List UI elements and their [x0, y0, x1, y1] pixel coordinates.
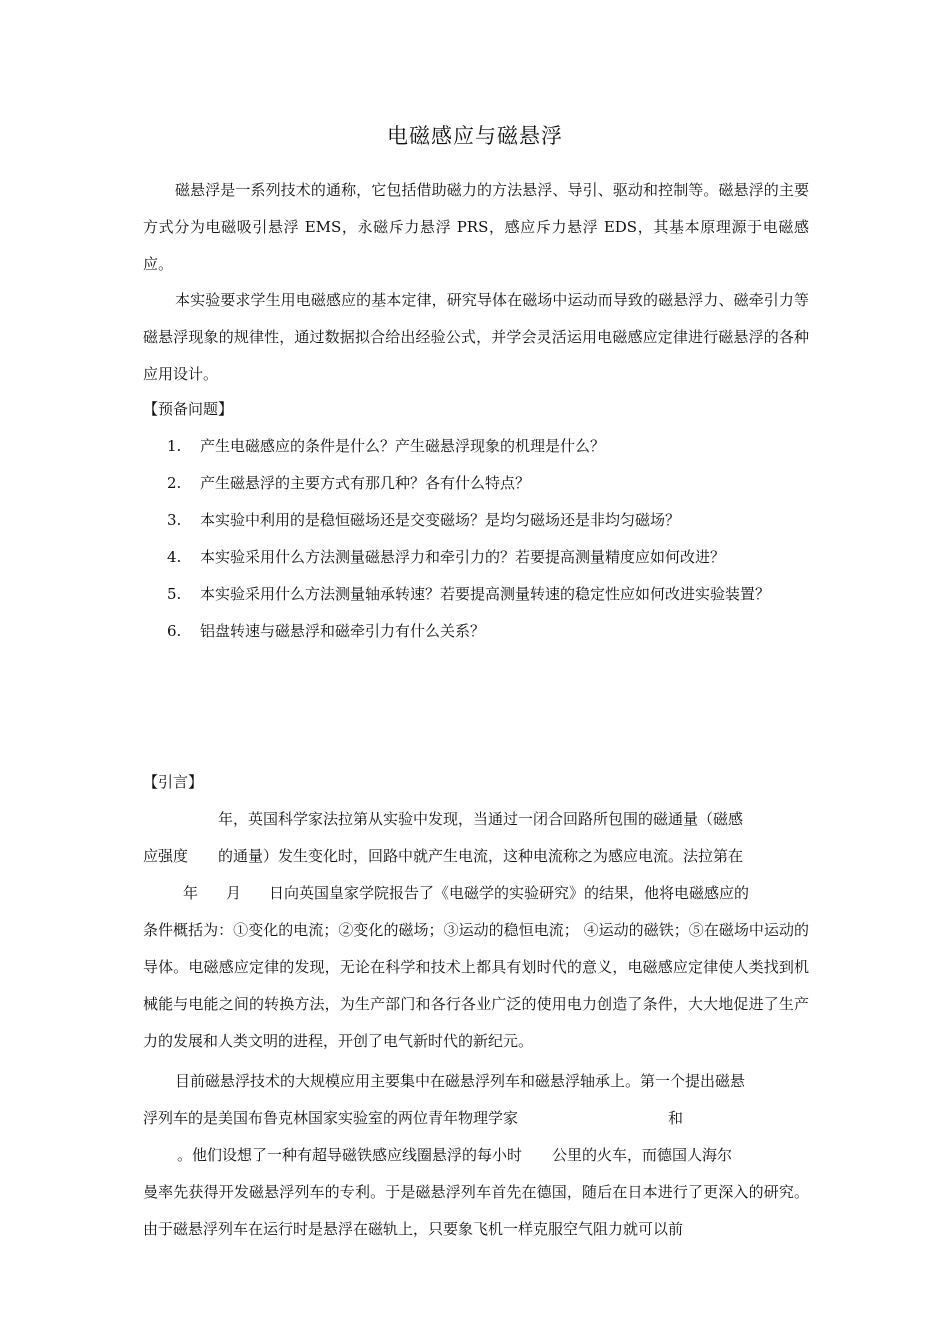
list-item: [167, 465, 810, 502]
text-segment: 月: [226, 884, 242, 902]
list-item: [167, 613, 810, 650]
text-segment: 应强度: [143, 847, 189, 865]
foreword-paragraph-2: [143, 1063, 809, 1248]
question-number: 1.: [167, 437, 182, 455]
foreword-paragraph-1: [143, 801, 809, 1060]
text-segment: 的通量）发生变化时，回路中就产生电流，这种电流称之为感应电流。法拉第在: [218, 847, 744, 865]
text-segment: 浮列车的是美国布鲁克林国家实验室的两位青年物理学家: [143, 1109, 519, 1127]
question-text: 产生电磁感应的条件是什么？产生磁悬浮现象的机理是什么？: [200, 437, 606, 455]
prep-questions-heading: 【预备问题】: [143, 400, 234, 418]
foreword-p1-line-1: 年，英国科学家法拉第从实验中发现，当通过一闭合回路所包围的磁通量（磁感: [218, 810, 744, 828]
foreword-p2-line-3: [143, 1137, 809, 1174]
text-segment: 公里的火车，而德国人海尔: [552, 1146, 733, 1164]
question-text: 本实验采用什么方法测量轴承转速？若要提高测量转速的稳定性应如何改进实验装置？: [200, 585, 771, 603]
list-item: [167, 539, 810, 576]
question-number: 2.: [167, 474, 182, 492]
foreword-p2-line-2: [143, 1100, 809, 1137]
question-number: 5.: [167, 585, 182, 603]
question-number: 3.: [167, 511, 182, 529]
page-title: 电磁感应与磁悬浮: [387, 124, 563, 148]
foreword-p1-rest: 条件概括为：①变化的电流；②变化的磁场；③运动的稳恒电流； ④运动的磁铁；⑤在磁场中运动的导体。电磁感应定律的发现，无论在科学和技术上都具有划时代的意义，电磁感应定律使人类找到机械能与电能之间的转换方法，为生产部门和各行各业广泛的使用电力创造了条件，大大地促进了生产力的发展和人类文明的进程，开创了电气新时代的新纪元。: [143, 921, 809, 1050]
text-segment: 和: [668, 1109, 684, 1127]
foreword-p2-line-1: 目前磁悬浮技术的大规模应用主要集中在磁悬浮列车和磁悬浮轴承上。第一个提出磁悬: [175, 1072, 746, 1090]
foreword-p1-line-2: [143, 838, 809, 875]
intro-paragraph-2: 本实验要求学生用电磁感应的基本定律，研究导体在磁场中运动而导致的磁悬浮力、磁牵引力等磁悬浮现象的规律性，通过数据拟合给出经验公式，并学会灵活运用电磁感应定律进行磁悬浮的各种应用设计。: [143, 291, 809, 383]
text-segment: 。他们设想了一种有超导磁铁感应线圈悬浮的每小时: [177, 1146, 523, 1164]
prep-questions-list: [167, 428, 810, 650]
question-text: 铝盘转速与磁悬浮和磁牵引力有什么关系？: [200, 622, 486, 640]
question-text: 产生磁悬浮的主要方式有那几种？各有什么特点？: [200, 474, 531, 492]
list-item: [167, 428, 810, 465]
foreword-p2-rest: 曼率先获得开发磁悬浮列车的专利。于是磁悬浮列车首先在德国，随后在日本进行了更深入的研究。由于磁悬浮列车在运行时是悬浮在磁轨上，只要象飞机一样克服空气阻力就可以前: [143, 1183, 809, 1238]
list-item: [167, 502, 810, 539]
text-segment: 年: [183, 884, 199, 902]
intro-paragraph-1: 磁悬浮是一系列技术的通称，它包括借助磁力的方法悬浮、导引、驱动和控制等。磁悬浮的主要方式分为电磁吸引悬浮 EMS，永磁斥力悬浮 PRS，感应斥力悬浮 EDS，其基本原理源于电磁感应。: [143, 181, 809, 273]
question-text: 本实验中利用的是稳恒磁场还是交变磁场？是均匀磁场还是非均匀磁场？: [200, 511, 681, 529]
question-text: 本实验采用什么方法测量磁悬浮力和牵引力的？若要提高测量精度应如何改进？: [200, 548, 726, 566]
foreword-heading: 【引言】: [143, 773, 204, 791]
question-number: 4.: [167, 548, 182, 566]
question-number: 6.: [167, 622, 182, 640]
text-segment: 日向英国皇家学院报告了《电磁学的实验研究》的结果，他将电磁感应的: [269, 884, 750, 902]
list-item: [167, 576, 810, 613]
foreword-p1-line-3: [143, 875, 809, 912]
